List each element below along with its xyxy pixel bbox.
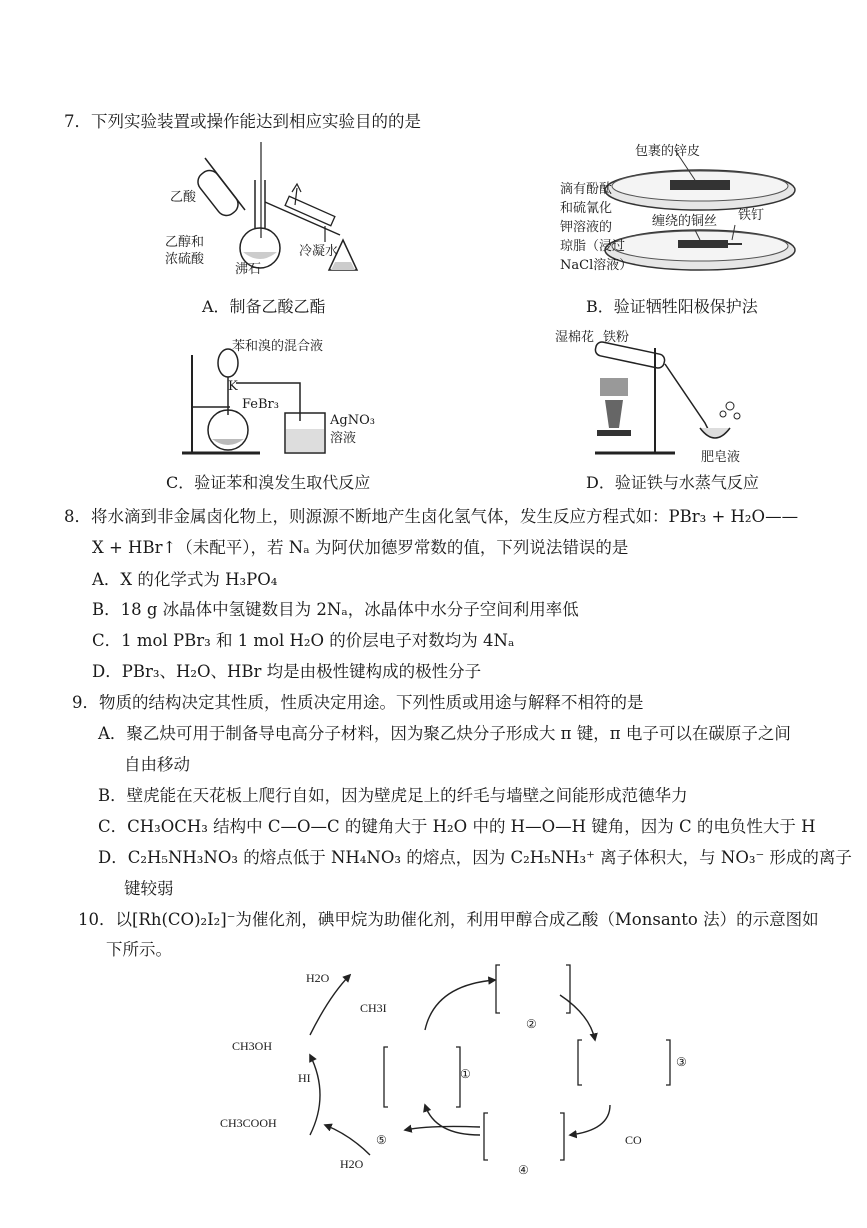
q8-option-c: C．1 mol PBr₃ 和 1 mol H₂O 的价层电子对数均为 4Nₐ	[92, 631, 515, 650]
label-phenolphthalein: 滴有酚酞	[560, 182, 613, 197]
complex-marker-5: ⑤	[376, 1133, 387, 1147]
q8-stem-line1: 8．将水滴到非金属卤化物上，则源源不断地产生卤化氢气体，发生反应方程式如：PBr₃ + H₂O——	[64, 507, 799, 526]
q8-stem-line2: X + HBr↑（未配平），若 Nₐ 为阿伏加德罗常数的值，下列说法错误的是	[92, 538, 629, 557]
q7-stem: 7．下列实验装置或操作能达到相应实验目的的是	[64, 112, 421, 131]
q8-option-a: A．X 的化学式为 H₃PO₄	[92, 570, 278, 589]
complex-marker-2: ②	[526, 1017, 537, 1031]
species-hydrogen-iodide: HI	[298, 1071, 311, 1085]
monsanto-cycle-diagram	[210, 955, 687, 1180]
q8-option-d: D．PBr₃、H₂O、HBr 均是由极性键构成的极性分子	[92, 662, 482, 681]
label-ethanol: 乙醇和	[165, 235, 205, 250]
apparatus-b	[560, 140, 810, 285]
q7-option-c-caption: C．验证苯和溴发生取代反应	[166, 473, 371, 492]
species-methanol: CH3OH	[232, 1039, 273, 1053]
complex-marker-1: ①	[460, 1067, 471, 1081]
apparatus-c	[180, 335, 400, 460]
iron-steam-apparatus-figure	[555, 328, 755, 463]
label-iron-nail: 铁钉	[738, 208, 765, 223]
q9-stem: 9．物质的结构决定其性质，性质决定用途。下列性质或用途与解释不相符的是	[72, 693, 644, 712]
label-agno3: AgNO₃	[330, 413, 375, 428]
apparatus-a	[165, 140, 395, 285]
species-water-top: H2O	[306, 971, 330, 985]
q7-option-b-caption: B．验证牺牲阳极保护法	[586, 297, 758, 316]
species-methyl-iodide: CH3I	[360, 1001, 387, 1015]
label-valve-k: K	[228, 379, 238, 394]
label-iron-powder: 铁粉	[603, 330, 630, 345]
label-agno3-solution: 溶液	[330, 431, 357, 446]
label-conc-sulfuric: 浓硫酸	[165, 252, 205, 267]
q9-option-b: B．壁虎能在天花板上爬行自如，因为壁虎足上的纤毛与墙壁之间能形成范德华力	[98, 786, 688, 805]
label-soap-solution: 肥皂液	[701, 450, 741, 465]
q7-option-a-caption: A．制备乙酸乙酯	[202, 297, 326, 316]
q9-option-c: C．CH₃OCH₃ 结构中 C—O—C 的键角大于 H₂O 中的 H—O—H 键角，因为 C 的电负性大于 H	[98, 817, 816, 836]
species-water-bottom: H2O	[340, 1157, 364, 1171]
label-boiling-chips: 沸石	[235, 262, 262, 277]
complex-marker-4: ④	[518, 1163, 529, 1177]
label-copper-wire: 缠绕的铜丝	[652, 214, 718, 229]
label-benzene-bromine: 苯和溴的混合液	[232, 339, 324, 354]
label-solution-of: 钾溶液的	[560, 220, 613, 235]
complex-marker-3: ③	[676, 1055, 687, 1069]
q10-stem-line2: 下所示。	[106, 940, 172, 959]
label-thiocyanate: 和硫氰化	[560, 201, 613, 216]
species-acetic-acid: CH3COOH	[220, 1116, 277, 1130]
label-nacl: NaCl溶液）	[560, 258, 633, 273]
q9-option-a-line1: A．聚乙炔可用于制备导电高分子材料，因为聚乙炔分子形成大 π 键，π 电子可以在碳原子之间	[98, 724, 791, 743]
q9-option-d-line1: D．C₂H₅NH₃NO₃ 的熔点低于 NH₄NO₃ 的熔点，因为 C₂H₅NH₃⁺ 离子体积大，与 NO₃⁻ 形成的离子	[98, 848, 852, 867]
apparatus-d	[555, 328, 755, 463]
q10-stem-line1: 10．以[Rh(CO)₂I₂]⁻为催化剂，碘甲烷为助催化剂，利用甲醇合成乙酸（Monsanto 法）的示意图如	[78, 910, 819, 929]
label-cooling-water: 冷凝水	[299, 244, 339, 259]
q7-option-d-caption: D．验证铁与水蒸气反应	[586, 473, 759, 492]
cycle-arrows	[210, 955, 680, 1180]
label-febr3: FeBr₃	[242, 397, 279, 412]
species-carbon-monoxide: CO	[625, 1133, 642, 1147]
q8-option-b: B．18 g 冰晶体中氢键数目为 2Nₐ，冰晶体中水分子空间利用率低	[92, 600, 579, 619]
label-agar: 琼脂（浸过	[560, 239, 626, 254]
label-zinc-wrap: 包裹的锌皮	[635, 144, 701, 159]
label-acetic-acid: 乙酸	[170, 190, 197, 205]
label-wet-cotton: 湿棉花	[555, 330, 595, 345]
q9-option-a-line2: 自由移动	[124, 755, 190, 774]
q9-option-d-line2: 键较弱	[124, 879, 174, 898]
